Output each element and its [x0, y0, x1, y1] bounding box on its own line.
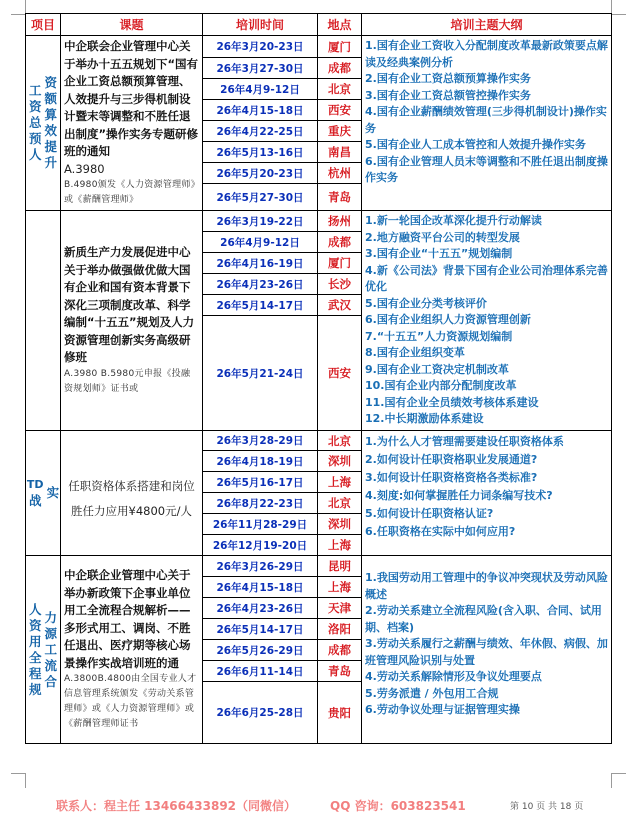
course-cell-reform: 新质生产力发展促进中心关于举办做强做优做大国有企业和国有资本背景下深化三项制度改革、科学编制“十五五”规划及人力资源管理创新实务高级研修班 A.3980 B.5980元申报《投融资规划师》证书或	[61, 211, 203, 431]
header-project: 项目	[26, 14, 61, 36]
outline-item: 6.国有企业管理人员末等调整和不胜任退出制度操作实务	[365, 154, 608, 184]
session-time: 26年6月11-14日	[203, 661, 318, 682]
session-time: 26年4月9-12日	[203, 79, 318, 100]
session-time: 26年4月9-12日	[203, 232, 318, 253]
table-row	[26, 36, 612, 58]
table-row	[26, 556, 612, 577]
project-col-right: 实	[46, 485, 60, 500]
outline-item: 1.国有企业工资收入分配制度改革最新政策要点解读及经典案例分析	[365, 39, 608, 69]
outline-item: 9.国有企业工资决定机制改革	[365, 362, 509, 376]
outline-item: 8.国有企业组织变革	[365, 346, 465, 359]
crop-mark-top-right	[611, 0, 626, 15]
session-location: 成都	[318, 640, 362, 661]
crop-mark-bottom-left	[11, 773, 26, 788]
session-location: 成都	[318, 232, 362, 253]
session-location: 青岛	[318, 661, 362, 682]
session-time: 26年5月14-17日	[203, 295, 318, 316]
session-location: 重庆	[318, 121, 362, 142]
project-col-left: 人 资 用 全 程 规	[28, 601, 42, 697]
outline-item: 4.新《公司法》背景下国有企业公司治理体系完善优化	[365, 263, 608, 293]
training-schedule-table	[25, 13, 612, 744]
outline-item: 5.劳务派遣 / 外包用工合规	[365, 686, 499, 700]
session-location: 杭州	[318, 163, 362, 184]
project-col-left: TD 战	[26, 478, 44, 508]
session-time: 26年8月22-23日	[203, 493, 318, 514]
session-location: 北京	[318, 431, 362, 451]
session-location: 上海	[318, 472, 362, 493]
course-cell-salary: 中企联会企业管理中心关于举办十五五规划下“国有企业工资总额预算管理、人效提升与三步得机制设计暨末等调整和不胜任退出制度”操作实务专题研修班的通知 A.3980 B.4980颁发《人力资源管理师》或《薪酬管理师》	[61, 36, 203, 211]
header-time: 培训时间	[203, 14, 318, 36]
course-cell-td: 任职资格体系搭建和岗位胜任力应用¥4800元/人	[61, 431, 203, 556]
header-course: 课题	[61, 14, 203, 36]
session-time: 26年3月27-30日	[203, 58, 318, 79]
outline-cell-td	[362, 431, 612, 556]
outline-item: 6.国有企业组织人力资源管理创新	[365, 313, 531, 326]
outline-item: 5.如何设计任职资格认证?	[365, 507, 494, 520]
project-col-right: 资 额 算 效 提 升	[44, 75, 58, 170]
session-time: 26年5月26-29日	[203, 640, 318, 661]
outline-item: 2.劳动关系建立全流程风险(含入职、合同、试用期、档案)	[365, 604, 602, 634]
session-location: 贵阳	[318, 682, 362, 744]
outline-item: 2.如何设计任职资格职业发展通道?	[365, 453, 538, 466]
crop-mark-bottom-right	[611, 773, 626, 788]
page-number: 第 10 页 共 18 页	[510, 802, 584, 812]
session-time: 26年5月13-16日	[203, 142, 318, 163]
session-time: 26年5月14-17日	[203, 619, 318, 640]
session-location: 天津	[318, 598, 362, 619]
table-row	[26, 211, 612, 232]
session-time: 26年5月21-24日	[203, 316, 318, 431]
session-location: 厦门	[318, 36, 362, 58]
session-location: 厦门	[318, 253, 362, 274]
outline-item: 6.任职资格在实际中如何应用?	[365, 525, 516, 538]
outline-item: 1.为什么人才管理需要建设任职资格体系	[365, 435, 564, 448]
session-time: 26年3月20-23日	[203, 36, 318, 58]
table-row	[26, 431, 612, 451]
header-outline: 培训主题大纲	[362, 14, 612, 36]
session-time: 26年4月22-25日	[203, 121, 318, 142]
session-time: 26年11月28-29日	[203, 514, 318, 535]
project-cell-salary	[26, 36, 61, 211]
session-time: 26年3月19-22日	[203, 211, 318, 232]
header-location: 地点	[318, 14, 362, 36]
outline-item: 6.劳动争议处理与证据管理实操	[365, 703, 520, 716]
footer-qq: QQ 咨询：603823541	[330, 799, 466, 813]
outline-item: 4.劳动关系解除情形及争议处理要点	[365, 670, 542, 683]
session-time: 26年3月28-29日	[203, 431, 318, 451]
outline-item: 4.国有企业薪酬绩效管理(三步得机制设计)操作实务	[365, 105, 607, 135]
session-time: 26年4月18-19日	[203, 451, 318, 472]
outline-item: 5.国有企业分类考核评价	[365, 296, 487, 310]
outline-item: 1.新一轮国企改革深化提升行动解读	[365, 214, 542, 227]
session-location: 西安	[318, 100, 362, 121]
outline-cell-salary	[362, 36, 612, 211]
outline-cell-labor	[362, 556, 612, 744]
outline-item: 1.我国劳动用工管理中的争议冲突现状及劳动风险概述	[365, 571, 608, 601]
session-time: 26年4月15-18日	[203, 100, 318, 121]
outline-item: 12.中长期激励体系建设	[365, 412, 484, 425]
session-location: 成都	[318, 58, 362, 79]
outline-cell-reform	[362, 211, 612, 431]
session-time: 26年4月23-26日	[203, 274, 318, 295]
session-time: 26年12月19-20日	[203, 535, 318, 556]
session-location: 上海	[318, 577, 362, 598]
header-row	[26, 14, 612, 36]
session-location: 上海	[318, 535, 362, 556]
outline-item: 2.地方融资平台公司的转型发展	[365, 230, 520, 244]
session-location: 深圳	[318, 451, 362, 472]
session-location: 武汉	[318, 295, 362, 316]
session-location: 深圳	[318, 514, 362, 535]
outline-item: 3.国有企业工资总额管控操作实务	[365, 88, 531, 102]
outline-item: 7.“十五五”人力资源规划编制	[365, 329, 513, 343]
project-cell-reform	[26, 211, 61, 431]
outline-item: 10.国有企业内部分配制度改革	[365, 379, 517, 392]
session-location: 昆明	[318, 556, 362, 577]
session-location: 西安	[318, 316, 362, 431]
outline-item: 4.刻度:如何掌握胜任力词条编写技术?	[365, 489, 553, 502]
outline-item: 3.如何设计任职资格资格各类标准?	[365, 471, 538, 484]
outline-item: 3.国有企业“十五五”规划编制	[365, 247, 513, 260]
session-location: 南昌	[318, 142, 362, 163]
project-cell-td	[26, 431, 61, 556]
session-location: 洛阳	[318, 619, 362, 640]
session-location: 北京	[318, 79, 362, 100]
course-cell-labor: 中企联企业管理中心关于举办新政策下企事业单位用工全流程合规解析——多形式用工、调岗、不胜任退出、医疗期等核心场景操作实战培训班的通 A.3800B.4800由全国专业人才信息管理系统颁发《劳动关系管理师》或《人力资源管理师》或《薪酬管理师证书	[61, 556, 203, 744]
session-time: 26年4月23-26日	[203, 598, 318, 619]
outline-item: 5.国有企业人工成本管控和人效提升操作实务	[365, 138, 586, 151]
session-location: 北京	[318, 493, 362, 514]
session-location: 长沙	[318, 274, 362, 295]
session-time: 26年4月16-19日	[203, 253, 318, 274]
session-location: 扬州	[318, 211, 362, 232]
session-time: 26年5月27-30日	[203, 184, 318, 211]
session-time: 26年3月26-29日	[203, 556, 318, 577]
session-time: 26年4月15-18日	[203, 577, 318, 598]
session-location: 青岛	[318, 184, 362, 211]
session-time: 26年5月16-17日	[203, 472, 318, 493]
outline-item: 11.国有企业全员绩效考核体系建设	[365, 395, 539, 409]
crop-mark-top-left	[11, 0, 26, 15]
footer-contact: 联系人：程主任 13466433892（同微信）	[56, 799, 297, 813]
project-cell-labor	[26, 556, 61, 744]
session-time: 26年5月20-23日	[203, 163, 318, 184]
outline-item: 3.劳动关系履行之薪酬与绩效、年休假、病假、加班管理风险识别与处置	[365, 637, 608, 667]
project-col-right: 力 源 工 流 合	[44, 609, 58, 689]
outline-item: 2.国有企业工资总额预算操作实务	[365, 72, 531, 85]
session-time: 26年6月25-28日	[203, 682, 318, 744]
project-col-left: 工 资 总 预 人	[28, 83, 42, 162]
